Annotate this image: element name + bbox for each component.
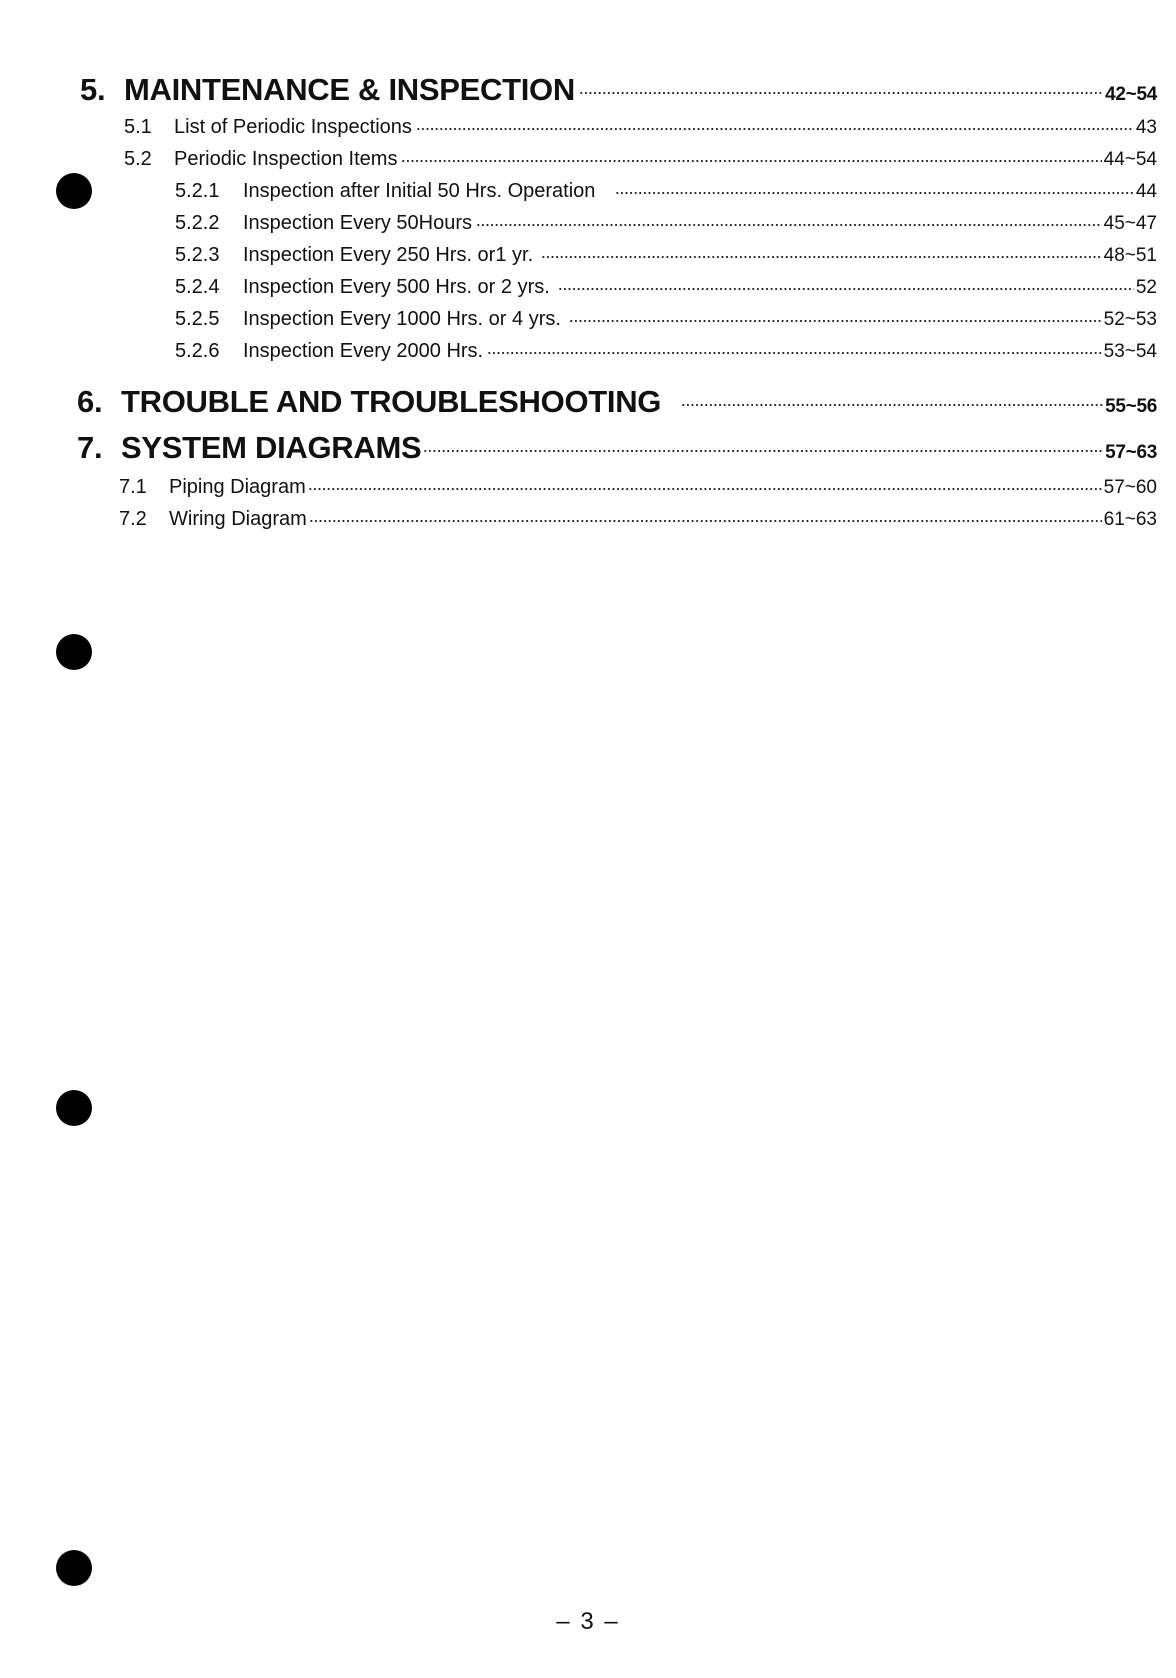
toc-number: 5.2.1: [175, 180, 220, 202]
dot-leader: [541, 254, 1101, 260]
punch-hole-3: [56, 1090, 92, 1126]
punch-hole-1: [56, 173, 92, 209]
dot-leader: [401, 158, 1101, 164]
toc-title: Inspection after Initial 50 Hrs. Operation: [243, 180, 596, 202]
toc-section-5-2-4: [175, 276, 1157, 299]
toc-number: 5.2.3: [175, 244, 220, 266]
toc-title: TROUBLE AND TROUBLESHOOTING: [121, 384, 662, 419]
toc-number: 7.: [77, 430, 103, 465]
toc-title: Periodic Inspection Items: [174, 148, 398, 170]
toc-section-7-2: [119, 508, 1157, 531]
dot-leader: [423, 448, 1103, 454]
dot-leader: [416, 126, 1134, 132]
toc-number: 5.2.5: [175, 308, 220, 330]
dot-leader: [558, 286, 1134, 292]
toc-pages: 57~60: [1103, 477, 1157, 498]
dot-leader: [476, 222, 1102, 228]
toc-title: Wiring Diagram: [169, 508, 307, 530]
toc-title: MAINTENANCE & INSPECTION: [124, 72, 575, 107]
toc-number: 7.1: [119, 476, 147, 498]
toc-section-5-2: [124, 148, 1157, 171]
toc-pages: 45~47: [1103, 213, 1157, 234]
toc-pages: 44~54: [1103, 149, 1157, 170]
dot-leader: [615, 190, 1133, 196]
toc-title: Inspection Every 50Hours: [243, 212, 473, 234]
toc-section-5-2-6: [175, 340, 1157, 363]
toc-title: Inspection Every 1000 Hrs. or 4 yrs.: [243, 308, 561, 330]
toc-number: 5.1: [124, 116, 152, 138]
toc-pages: 44: [1135, 181, 1157, 202]
toc-section-5-2-2: [175, 212, 1157, 235]
toc-number: 5.2.2: [175, 212, 220, 234]
toc-pages: 52~53: [1103, 309, 1157, 330]
toc-section-5-2-1: [175, 180, 1157, 203]
toc-number: 5.2.4: [175, 276, 220, 298]
dot-leader: [487, 350, 1102, 356]
toc-title: List of Periodic Inspections: [174, 116, 412, 138]
toc-pages: 61~63: [1103, 509, 1157, 530]
toc-pages: 43: [1135, 117, 1157, 138]
toc-title: Inspection Every 2000 Hrs.: [243, 340, 484, 362]
punch-hole-4: [56, 1550, 92, 1586]
toc-chapter-7: [77, 430, 1157, 466]
dot-leader: [579, 90, 1103, 96]
toc-number: 5.2: [124, 148, 152, 170]
toc-number: 5.2.6: [175, 340, 220, 362]
toc-chapter-6: [77, 384, 1157, 420]
toc-section-5-2-5: [175, 308, 1157, 331]
toc-title: Piping Diagram: [169, 476, 306, 498]
toc-number: 5.: [80, 72, 106, 107]
toc-pages: 52: [1135, 277, 1157, 298]
toc-title: SYSTEM DIAGRAMS: [121, 430, 422, 465]
toc-title: Inspection Every 500 Hrs. or 2 yrs.: [243, 276, 550, 298]
toc-number: 7.2: [119, 508, 147, 530]
toc-pages: 42~54: [1105, 84, 1157, 105]
punch-hole-2: [56, 634, 92, 670]
toc-chapter-5: [80, 72, 1157, 108]
dot-leader: [569, 318, 1102, 324]
toc-section-5-2-3: [175, 244, 1157, 267]
toc-pages: 53~54: [1103, 341, 1157, 362]
toc-title: Inspection Every 250 Hrs. or1 yr.: [243, 244, 534, 266]
toc-pages: 55~56: [1105, 396, 1157, 417]
toc-section-5-1: [124, 116, 1157, 139]
page-number: – 3 –: [556, 1608, 620, 1635]
dot-leader: [681, 402, 1103, 408]
toc-number: 6.: [77, 384, 103, 419]
dot-leader: [309, 518, 1102, 524]
toc-section-7-1: [119, 476, 1157, 499]
dot-leader: [308, 486, 1102, 492]
toc-pages: 48~51: [1103, 245, 1157, 266]
toc-pages: 57~63: [1105, 442, 1157, 463]
